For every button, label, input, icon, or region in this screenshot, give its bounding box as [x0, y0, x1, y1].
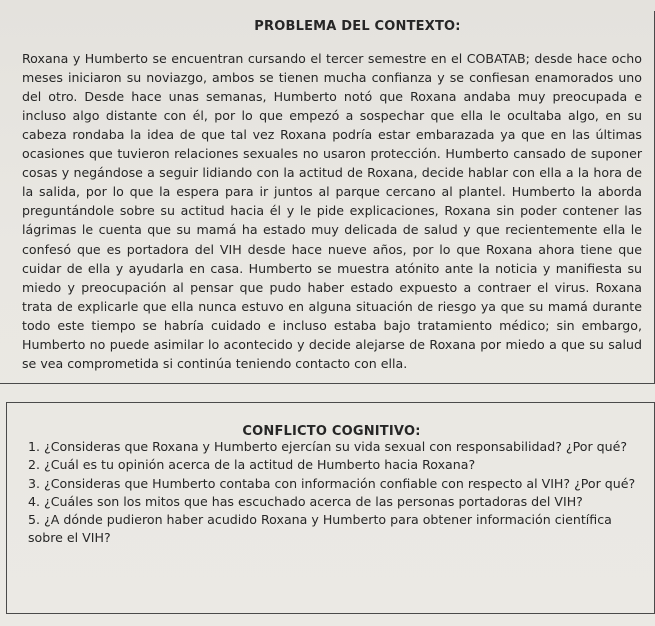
question-item: 5. ¿A dónde pudieron haber acudido Roxana y Humberto para obtener información científica sobre el VIH?: [28, 512, 612, 546]
cognitive-conflict-title: CONFLICTO COGNITIVO:: [242, 424, 421, 439]
question-item: 2. ¿Cuál es tu opinión acerca de la actitud de Humberto hacia Roxana?: [28, 457, 476, 473]
context-problem-title: PROBLEMA DEL CONTEXTO:: [254, 19, 461, 34]
question-item: 3. ¿Consideras que Humberto contaba con información confiable con respecto al VIH? ¿Por qué?: [28, 475, 636, 491]
question-list: [28, 438, 640, 548]
question-item: 1. ¿Consideras que Roxana y Humberto ejercían su vida sexual con responsabilidad? ¿Por qué?: [28, 439, 628, 454]
context-problem-text: Roxana y Humberto se encuentran cursando el tercer semestre en el COBATAB; desde hace ocho meses iniciaron su noviazgo, ambos se tienen mucha confianza y se confiesan enamorados uno del otro. Desde hace unas semanas, Humberto notó que Roxana andaba muy preocupada e incluso algo distante con él, por lo que empezó a sospechar que ella le ocultaba algo, en su cabeza rondaba la idea de que tal vez Roxana podría estar embarazada ya que en las últimas ocasiones que tuvieron relaciones sexuales no usaron protección. Humberto cansado de suponer cosas y negándose a seguir lidiando con la actitud de Roxana, decide hablar con ella a la hora de la salida, por lo que la espera para ir juntos al parque cercano al plantel. Humberto la aborda preguntándole sobre su actitud hacia él y le pide explicaciones, Roxana sin poder contener las lágrimas le cuenta que su mamá ha estado muy delicada de salud y que recientemente ella le confesó que es portadora del VIH desde hace nueve años, por lo que Roxana ahora tiene que cuidar de ella y ayudarla en casa. Humberto se muestra atónito ante la noticia y manifiesta su miedo y preocupación al pensar que pudo haber estado expuesto a contraer el virus. Roxana trata de explicarle que ella nunca estuvo en alguna situación de riesgo ya que su mamá durante todo este tiempo se habría cuidado e incluso estaba bajo tratamiento médico; sin embargo, Humberto no puede asimilar lo acontecido y decide alejarse de Roxana por miedo a que su salud se vea comprometida si continúa teniendo contacto con ella.: [22, 50, 642, 372]
question-item: 4. ¿Cuáles son los mitos que has escuchado acerca de las personas portadoras del VIH?: [28, 493, 583, 509]
